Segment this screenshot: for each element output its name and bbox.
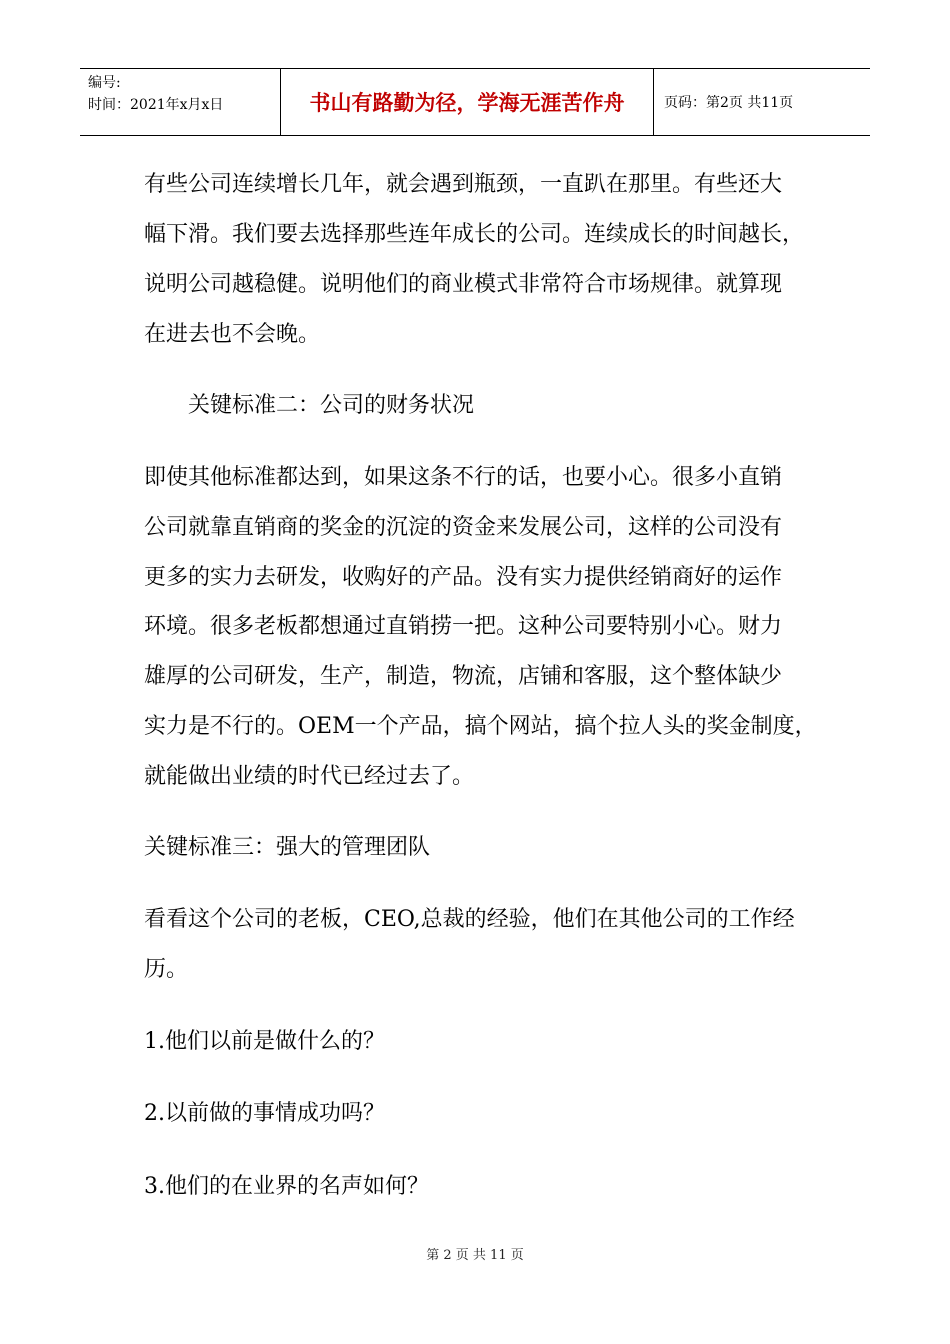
header-meta — [80, 69, 281, 135]
page-footer: 第 2 页 共 11 页 — [426, 1248, 524, 1263]
header-page-info: 页码：第2页 共11页 — [664, 95, 794, 111]
body-line: 看看这个公司的老板，CEO,总裁的经验，他们在其他公司的工作经 — [144, 907, 795, 932]
section-heading: 关键标准二：公司的财务状况 — [188, 393, 475, 418]
list-item: 1.他们以前是做什么的？ — [144, 1029, 385, 1054]
section-heading: 关键标准三：强大的管理团队 — [144, 835, 431, 860]
body-line: 有些公司连续增长几年，就会遇到瓶颈，一直趴在那里。有些还大 — [144, 172, 783, 197]
header-motto: 书山有路勤为径，学海无涯苦作舟 — [281, 69, 654, 135]
time-label: 时间：2021年x月x日 — [88, 97, 224, 113]
body-line: 实力是不行的。OEM一个产品，搞个网站，搞个拉人头的奖金制度， — [144, 714, 817, 739]
body-line: 历。 — [144, 957, 189, 982]
number-label: 编号: — [88, 75, 121, 91]
body-line: 就能做出业绩的时代已经过去了。 — [144, 764, 475, 789]
document-header — [80, 68, 870, 136]
body-line: 环境。很多老板都想通过直销捞一把。这种公司要特别小心。财力 — [144, 614, 783, 639]
body-line: 说明公司越稳健。说明他们的商业模式非常符合市场规律。就算现 — [144, 272, 783, 297]
body-line: 公司就靠直销商的奖金的沉淀的资金来发展公司，这样的公司没有 — [144, 515, 783, 540]
body-line: 即使其他标准都达到，如果这条不行的话，也要小心。很多小直销 — [144, 465, 783, 490]
list-item: 2.以前做的事情成功吗？ — [144, 1101, 385, 1126]
body-line: 更多的实力去研发，收购好的产品。没有实力提供经销商好的运作 — [144, 565, 783, 590]
list-item: 3.他们的在业界的名声如何？ — [144, 1174, 429, 1199]
body-line: 幅下滑。我们要去选择那些连年成长的公司。连续成长的时间越长， — [144, 222, 805, 247]
body-line: 在进去也不会晚。 — [144, 322, 321, 347]
body-line: 雄厚的公司研发，生产，制造，物流，店铺和客服，这个整体缺少 — [144, 664, 783, 689]
